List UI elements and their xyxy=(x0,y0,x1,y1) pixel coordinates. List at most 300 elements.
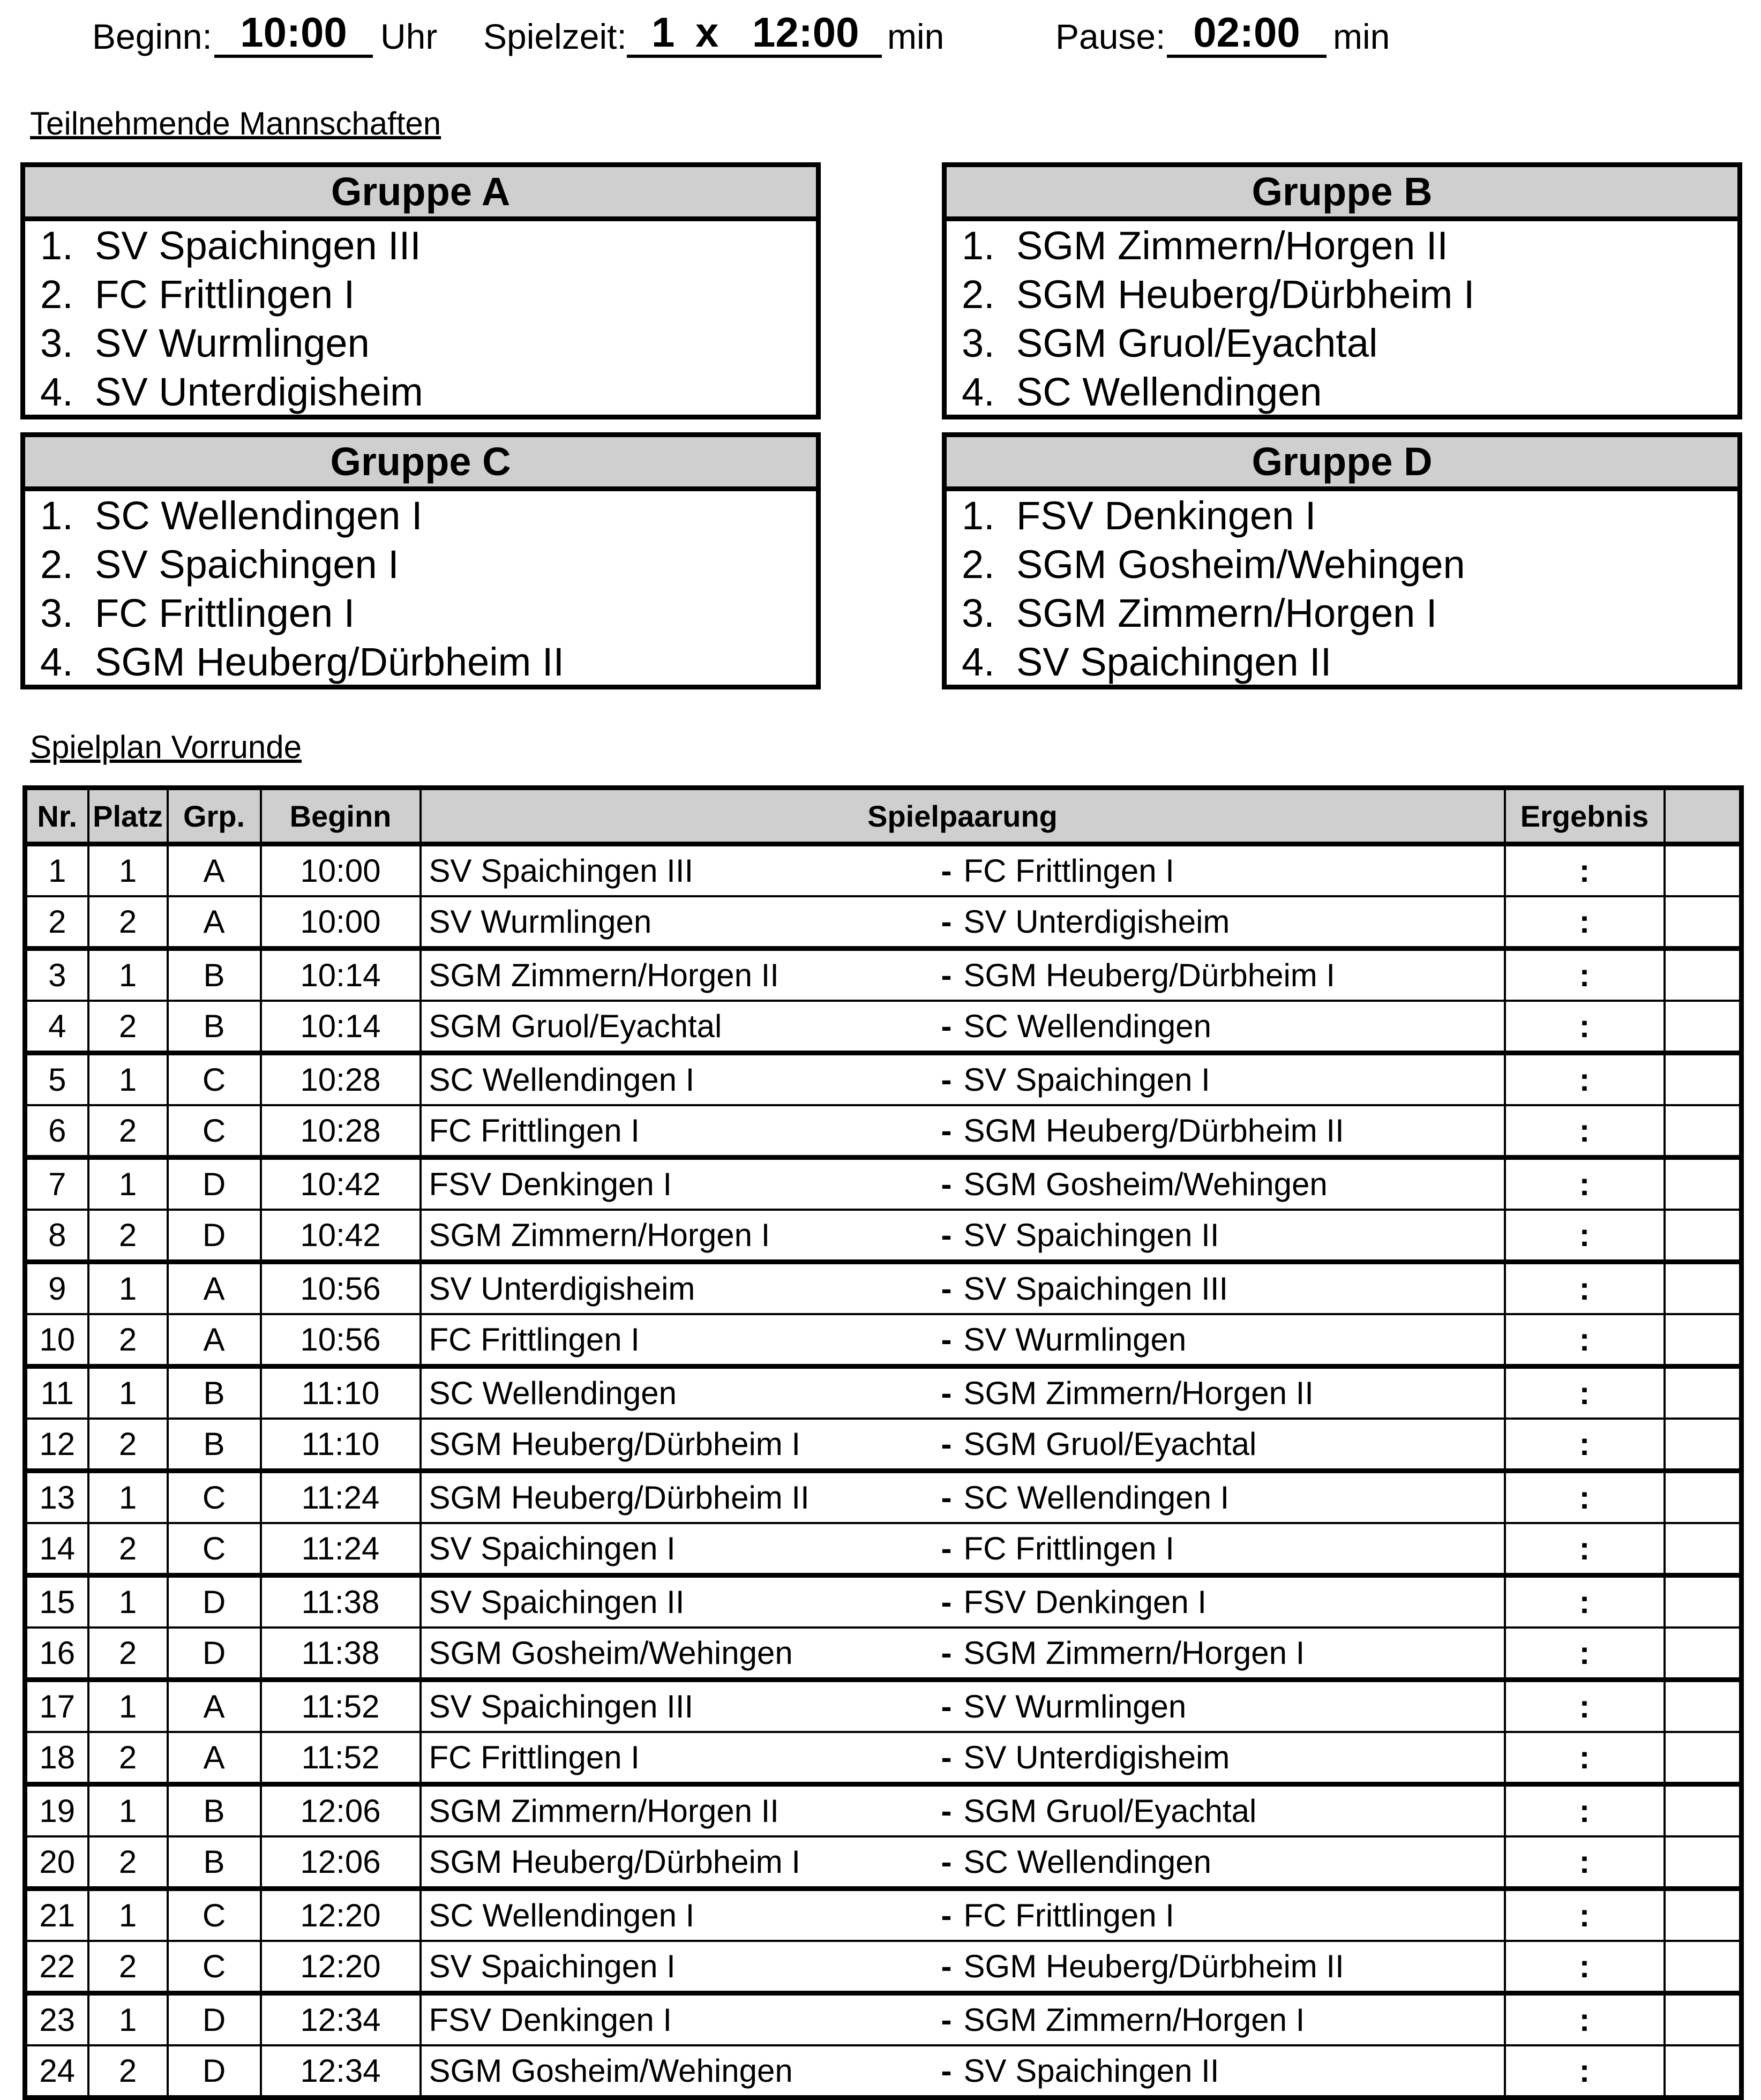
table-row xyxy=(25,1732,1742,1784)
match-home-team: SV Spaichingen III xyxy=(429,853,694,889)
table-row xyxy=(25,1784,1742,1837)
match-away-team: SGM Gosheim/Wehingen xyxy=(963,1166,1328,1202)
group-c-team-1 xyxy=(25,491,816,540)
match-grp: D xyxy=(168,1576,261,1628)
match-grp: A xyxy=(168,896,261,949)
team-name: SV Spaichingen III xyxy=(95,223,421,268)
match-result-field[interactable]: : xyxy=(1505,1001,1665,1053)
match-beginn: 11:24 xyxy=(261,1523,421,1576)
match-result-field[interactable]: : xyxy=(1505,1732,1665,1784)
match-home-team: SGM Gruol/Eyachtal xyxy=(429,1008,722,1044)
match-extra-cell[interactable] xyxy=(1665,1262,1742,1315)
team-name: SV Spaichingen I xyxy=(95,542,399,587)
match-platz: 2 xyxy=(88,1523,168,1576)
match-pairing xyxy=(421,1053,1505,1106)
match-extra-cell[interactable] xyxy=(1665,896,1742,949)
match-beginn: 10:14 xyxy=(261,1001,421,1053)
match-dash: - xyxy=(941,1531,952,1566)
match-home-team: SGM Heuberg/Dürbheim II xyxy=(429,1480,810,1516)
teams-section-title: Teilnehmende Mannschaften xyxy=(30,106,441,141)
table-row xyxy=(25,1314,1742,1367)
match-beginn: 11:10 xyxy=(261,1367,421,1419)
match-platz: 2 xyxy=(88,1001,168,1053)
match-beginn: 12:34 xyxy=(261,2045,421,2098)
match-nr: 19 xyxy=(25,1784,88,1837)
match-nr: 7 xyxy=(25,1158,88,1210)
group-c-team-4 xyxy=(25,638,816,686)
match-beginn: 10:28 xyxy=(261,1053,421,1106)
match-platz: 2 xyxy=(88,896,168,949)
match-dash: - xyxy=(941,1113,952,1149)
match-platz: 1 xyxy=(88,1053,168,1106)
match-home-team: FC Frittlingen I xyxy=(429,1739,640,1775)
match-pairing xyxy=(421,2045,1505,2098)
group-d-team-2 xyxy=(947,540,1737,589)
match-home-team: SGM Gosheim/Wehingen xyxy=(429,2053,793,2089)
match-grp: C xyxy=(168,1941,261,1993)
match-home-team: FSV Denkingen I xyxy=(429,2002,672,2038)
match-home-team: SC Wellendingen xyxy=(429,1375,677,1411)
table-row xyxy=(25,949,1742,1001)
match-home-team: SV Spaichingen II xyxy=(429,1584,685,1620)
match-home-team: SV Spaichingen I xyxy=(429,1531,676,1566)
match-platz: 2 xyxy=(88,1314,168,1367)
team-name: SGM Zimmern/Horgen I xyxy=(1016,591,1437,635)
match-away-team: SGM Zimmern/Horgen I xyxy=(963,2002,1305,2038)
match-nr: 13 xyxy=(25,1471,88,1524)
match-nr: 6 xyxy=(25,1105,88,1158)
match-nr: 24 xyxy=(25,2045,88,2098)
match-pairing xyxy=(421,1419,1505,1471)
match-pairing xyxy=(421,1836,1505,1889)
team-number: 1. xyxy=(40,493,73,538)
match-beginn: 12:20 xyxy=(261,1941,421,1993)
team-number: 4. xyxy=(962,640,995,684)
spielzeit-unit: min xyxy=(887,17,945,56)
match-home-team: SGM Heuberg/Dürbheim I xyxy=(429,1426,801,1462)
team-name: SV Wurmlingen xyxy=(95,321,370,365)
table-row xyxy=(25,896,1742,949)
match-result-field[interactable]: : xyxy=(1505,1941,1665,1993)
match-home-team: SV Spaichingen I xyxy=(429,1948,676,1984)
table-row xyxy=(25,1001,1742,1053)
match-dash: - xyxy=(941,2002,952,2038)
match-extra-cell[interactable] xyxy=(1665,844,1742,897)
match-extra-cell[interactable] xyxy=(1665,1576,1742,1628)
match-platz: 1 xyxy=(88,1262,168,1315)
spielzeit-count: 1 xyxy=(651,9,675,56)
match-extra-cell[interactable] xyxy=(1665,1680,1742,1732)
match-result-field[interactable]: : xyxy=(1505,2045,1665,2098)
match-platz: 1 xyxy=(88,949,168,1001)
match-grp: C xyxy=(168,1889,261,1941)
match-away-team: SC Wellendingen I xyxy=(963,1480,1230,1516)
match-away-team: SV Unterdigisheim xyxy=(963,1739,1230,1775)
table-row xyxy=(25,1523,1742,1576)
match-nr: 11 xyxy=(25,1367,88,1419)
group-b-team-3 xyxy=(947,319,1737,368)
match-home-team: SC Wellendingen I xyxy=(429,1898,695,1933)
match-platz: 2 xyxy=(88,2045,168,2098)
team-name: SGM Gosheim/Wehingen xyxy=(1016,542,1465,587)
group-b-box xyxy=(942,162,1742,419)
match-dash: - xyxy=(941,1793,952,1829)
group-c-box xyxy=(20,432,821,689)
match-pairing xyxy=(421,1941,1505,1993)
match-extra-cell[interactable] xyxy=(1665,949,1742,1001)
match-extra-cell[interactable] xyxy=(1665,1523,1742,1576)
match-dash: - xyxy=(941,2053,952,2089)
match-pairing xyxy=(421,844,1505,897)
match-away-team: SV Wurmlingen xyxy=(963,1322,1187,1358)
match-away-team: SV Spaichingen I xyxy=(963,1062,1210,1098)
group-c-title: Gruppe C xyxy=(25,437,816,491)
match-nr: 14 xyxy=(25,1523,88,1576)
group-a-team-1 xyxy=(25,221,816,270)
match-dash: - xyxy=(941,1008,952,1044)
match-away-team: SGM Gruol/Eyachtal xyxy=(963,1793,1257,1829)
match-extra-cell[interactable] xyxy=(1665,1471,1742,1524)
match-platz: 2 xyxy=(88,1941,168,1993)
team-number: 3. xyxy=(40,591,73,635)
match-beginn: 11:38 xyxy=(261,1628,421,1680)
match-pairing xyxy=(421,1993,1505,2046)
match-extra-cell[interactable] xyxy=(1665,1889,1742,1941)
match-beginn: 12:06 xyxy=(261,1836,421,1889)
spielzeit-x: x xyxy=(695,9,719,56)
match-dash: - xyxy=(941,1844,952,1880)
match-home-team: FSV Denkingen I xyxy=(429,1166,672,1202)
col-header-spielpaarung: Spielpaarung xyxy=(421,788,1505,844)
match-nr: 21 xyxy=(25,1889,88,1941)
match-dash: - xyxy=(941,1062,952,1098)
match-platz: 1 xyxy=(88,1784,168,1837)
match-away-team: SV Unterdigisheim xyxy=(963,904,1230,940)
match-platz: 1 xyxy=(88,1158,168,1210)
match-result-field[interactable]: : xyxy=(1505,1471,1665,1524)
table-row xyxy=(25,1836,1742,1889)
match-beginn: 10:56 xyxy=(261,1314,421,1367)
match-result-field[interactable]: : xyxy=(1505,1105,1665,1158)
match-extra-cell[interactable] xyxy=(1665,2045,1742,2098)
spielzeit-field[interactable] xyxy=(627,10,882,58)
match-pairing xyxy=(421,1105,1505,1158)
match-platz: 2 xyxy=(88,1210,168,1262)
match-home-team: SGM Zimmern/Horgen I xyxy=(429,1217,770,1253)
match-extra-cell[interactable] xyxy=(1665,1941,1742,1993)
match-beginn: 10:56 xyxy=(261,1262,421,1315)
table-row xyxy=(25,1053,1742,1106)
group-b-team-4 xyxy=(947,368,1737,416)
match-extra-cell[interactable] xyxy=(1665,1732,1742,1784)
match-pairing xyxy=(421,1889,1505,1941)
group-b-team-1 xyxy=(947,221,1737,270)
table-row xyxy=(25,1941,1742,1993)
match-home-team: SV Unterdigisheim xyxy=(429,1271,695,1307)
group-d-title: Gruppe D xyxy=(947,437,1737,491)
team-name: SC Wellendingen I xyxy=(95,493,423,538)
team-number: 1. xyxy=(962,223,995,268)
match-away-team: SV Spaichingen II xyxy=(963,1217,1219,1253)
match-beginn: 11:52 xyxy=(261,1680,421,1732)
match-extra-cell[interactable] xyxy=(1665,1053,1742,1106)
match-pairing xyxy=(421,1680,1505,1732)
beginn-unit: Uhr xyxy=(380,17,438,56)
match-platz: 2 xyxy=(88,1628,168,1680)
match-away-team: SGM Gruol/Eyachtal xyxy=(963,1426,1257,1462)
match-nr: 10 xyxy=(25,1314,88,1367)
match-pairing xyxy=(421,1210,1505,1262)
match-extra-cell[interactable] xyxy=(1665,1001,1742,1053)
match-platz: 1 xyxy=(88,1576,168,1628)
beginn-value[interactable]: 10:00 xyxy=(214,10,373,58)
match-home-team: SGM Gosheim/Wehingen xyxy=(429,1635,793,1671)
match-pairing xyxy=(421,1576,1505,1628)
group-d-box xyxy=(942,432,1742,689)
match-platz: 1 xyxy=(88,1993,168,2046)
match-dash: - xyxy=(941,957,952,993)
match-extra-cell[interactable] xyxy=(1665,1210,1742,1262)
group-a-title: Gruppe A xyxy=(25,167,816,221)
team-number: 2. xyxy=(40,542,73,587)
group-a-team-4 xyxy=(25,368,816,416)
table-row xyxy=(25,1419,1742,1471)
match-away-team: SGM Zimmern/Horgen II xyxy=(963,1375,1314,1411)
match-grp: A xyxy=(168,844,261,897)
match-home-team: SV Wurmlingen xyxy=(429,904,652,940)
match-platz: 2 xyxy=(88,1105,168,1158)
match-grp: B xyxy=(168,949,261,1001)
match-result-field[interactable]: : xyxy=(1505,844,1665,897)
match-extra-cell[interactable] xyxy=(1665,1784,1742,1837)
match-beginn: 10:28 xyxy=(261,1105,421,1158)
col-header-nr: Nr. xyxy=(25,788,88,844)
match-beginn: 11:38 xyxy=(261,1576,421,1628)
match-away-team: SGM Zimmern/Horgen I xyxy=(963,1635,1305,1671)
match-extra-cell[interactable] xyxy=(1665,1628,1742,1680)
match-dash: - xyxy=(941,1689,952,1724)
match-result-field[interactable]: : xyxy=(1505,1576,1665,1628)
team-number: 4. xyxy=(40,370,73,414)
group-d-team-3 xyxy=(947,589,1737,638)
match-nr: 20 xyxy=(25,1836,88,1889)
match-nr: 17 xyxy=(25,1680,88,1732)
table-row xyxy=(25,1262,1742,1315)
match-grp: A xyxy=(168,1262,261,1315)
match-dash: - xyxy=(941,853,952,889)
table-row xyxy=(25,1105,1742,1158)
match-pairing xyxy=(421,1367,1505,1419)
match-result-field[interactable]: : xyxy=(1505,1367,1665,1419)
match-dash: - xyxy=(941,1322,952,1358)
match-dash: - xyxy=(941,1480,952,1516)
group-c-team-3 xyxy=(25,589,816,638)
match-grp: B xyxy=(168,1001,261,1053)
match-beginn: 12:34 xyxy=(261,1993,421,2046)
match-beginn: 12:20 xyxy=(261,1889,421,1941)
match-result-field[interactable]: : xyxy=(1505,1628,1665,1680)
group-a-box xyxy=(20,162,821,419)
team-name: SV Spaichingen II xyxy=(1016,640,1332,684)
match-nr: 1 xyxy=(25,844,88,897)
match-result-field[interactable]: : xyxy=(1505,1262,1665,1315)
table-row xyxy=(25,1628,1742,1680)
table-row xyxy=(25,1680,1742,1732)
team-name: SGM Gruol/Eyachtal xyxy=(1016,321,1378,365)
match-nr: 16 xyxy=(25,1628,88,1680)
spielzeit-label: Spielzeit: xyxy=(483,17,627,56)
match-extra-cell[interactable] xyxy=(1665,1836,1742,1889)
match-grp: D xyxy=(168,1158,261,1210)
match-home-team: SGM Heuberg/Dürbheim I xyxy=(429,1844,801,1880)
match-away-team: SV Spaichingen III xyxy=(963,1271,1228,1307)
match-nr: 12 xyxy=(25,1419,88,1471)
match-dash: - xyxy=(941,1375,952,1411)
match-nr: 2 xyxy=(25,896,88,949)
match-grp: D xyxy=(168,1993,261,2046)
schedule-body xyxy=(25,844,1742,2098)
col-header-ergebnis: Ergebnis xyxy=(1505,788,1665,844)
group-d-team-1 xyxy=(947,491,1737,540)
match-nr: 9 xyxy=(25,1262,88,1315)
match-result-field[interactable]: : xyxy=(1505,1784,1665,1837)
col-header-platz: Platz xyxy=(88,788,168,844)
match-result-field[interactable]: : xyxy=(1505,949,1665,1001)
col-header-grp: Grp. xyxy=(168,788,261,844)
match-nr: 23 xyxy=(25,1993,88,2046)
match-dash: - xyxy=(941,1948,952,1984)
match-grp: D xyxy=(168,1628,261,1680)
table-row xyxy=(25,1367,1742,1419)
col-header-extra xyxy=(1665,788,1742,844)
match-result-field[interactable]: : xyxy=(1505,1993,1665,2046)
match-extra-cell[interactable] xyxy=(1665,1158,1742,1210)
match-grp: C xyxy=(168,1523,261,1576)
match-pairing xyxy=(421,896,1505,949)
match-pairing xyxy=(421,1001,1505,1053)
match-nr: 22 xyxy=(25,1941,88,1993)
match-grp: B xyxy=(168,1784,261,1837)
pause-label: Pause: xyxy=(1055,17,1166,56)
team-number: 2. xyxy=(962,272,995,317)
match-extra-cell[interactable] xyxy=(1665,1105,1742,1158)
group-a-team-3 xyxy=(25,319,816,368)
table-row xyxy=(25,1471,1742,1524)
match-beginn: 10:42 xyxy=(261,1210,421,1262)
table-row xyxy=(25,2045,1742,2098)
match-grp: D xyxy=(168,2045,261,2098)
team-number: 1. xyxy=(962,493,995,538)
match-home-team: FC Frittlingen I xyxy=(429,1322,640,1358)
match-beginn: 10:14 xyxy=(261,949,421,1001)
table-row xyxy=(25,1210,1742,1262)
table-row xyxy=(25,1889,1742,1941)
match-away-team: SGM Heuberg/Dürbheim II xyxy=(963,1948,1344,1984)
schedule-table xyxy=(23,785,1744,2100)
match-home-team: SGM Zimmern/Horgen II xyxy=(429,957,779,993)
match-pairing xyxy=(421,1732,1505,1784)
pause-unit: min xyxy=(1333,17,1390,56)
match-nr: 15 xyxy=(25,1576,88,1628)
team-name: SV Unterdigisheim xyxy=(95,370,423,414)
match-result-field[interactable]: : xyxy=(1505,896,1665,949)
match-nr: 4 xyxy=(25,1001,88,1053)
match-pairing xyxy=(421,1262,1505,1315)
match-away-team: SC Wellendingen xyxy=(963,1008,1212,1044)
match-dash: - xyxy=(941,1217,952,1253)
match-dash: - xyxy=(941,1166,952,1202)
group-a-team-2 xyxy=(25,270,816,319)
match-extra-cell[interactable] xyxy=(1665,1367,1742,1419)
group-c-team-2 xyxy=(25,540,816,589)
match-result-field[interactable]: : xyxy=(1505,1210,1665,1262)
match-home-team: FC Frittlingen I xyxy=(429,1113,640,1149)
match-result-field[interactable]: : xyxy=(1505,1053,1665,1106)
schedule-section-title: Spielplan Vorrunde xyxy=(30,729,302,765)
match-pairing xyxy=(421,1523,1505,1576)
team-name: SGM Heuberg/Dürbheim I xyxy=(1016,272,1475,317)
match-platz: 2 xyxy=(88,1732,168,1784)
group-b-team-2 xyxy=(947,270,1737,319)
match-result-field[interactable]: : xyxy=(1505,1158,1665,1210)
table-row xyxy=(25,1993,1742,2046)
match-result-field[interactable]: : xyxy=(1505,1314,1665,1367)
match-away-team: FC Frittlingen I xyxy=(963,853,1174,889)
match-beginn: 10:00 xyxy=(261,844,421,897)
match-grp: B xyxy=(168,1836,261,1889)
match-extra-cell[interactable] xyxy=(1665,1993,1742,2046)
group-d-team-4 xyxy=(947,638,1737,686)
match-beginn: 10:00 xyxy=(261,896,421,949)
match-extra-cell[interactable] xyxy=(1665,1419,1742,1471)
pause-value[interactable]: 02:00 xyxy=(1167,10,1327,58)
match-result-field[interactable]: : xyxy=(1505,1836,1665,1889)
match-away-team: FC Frittlingen I xyxy=(963,1898,1174,1933)
match-dash: - xyxy=(941,1739,952,1775)
match-away-team: SV Wurmlingen xyxy=(963,1689,1187,1724)
team-number: 4. xyxy=(40,640,73,684)
match-pairing xyxy=(421,1158,1505,1210)
match-away-team: FSV Denkingen I xyxy=(963,1584,1207,1620)
match-away-team: FC Frittlingen I xyxy=(963,1531,1174,1566)
match-beginn: 11:10 xyxy=(261,1419,421,1471)
match-grp: B xyxy=(168,1419,261,1471)
team-number: 2. xyxy=(962,542,995,587)
team-number: 3. xyxy=(962,591,995,635)
match-grp: C xyxy=(168,1471,261,1524)
match-result-field[interactable]: : xyxy=(1505,1419,1665,1471)
match-result-field[interactable]: : xyxy=(1505,1680,1665,1732)
match-home-team: SGM Zimmern/Horgen II xyxy=(429,1793,779,1829)
match-home-team: SC Wellendingen I xyxy=(429,1062,695,1098)
match-platz: 1 xyxy=(88,844,168,897)
table-row xyxy=(25,1158,1742,1210)
match-platz: 1 xyxy=(88,1471,168,1524)
match-result-field[interactable]: : xyxy=(1505,1889,1665,1941)
match-dash: - xyxy=(941,1426,952,1462)
match-grp: B xyxy=(168,1367,261,1419)
match-platz: 1 xyxy=(88,1889,168,1941)
team-name: FSV Denkingen I xyxy=(1016,493,1316,538)
match-nr: 18 xyxy=(25,1732,88,1784)
beginn-label: Beginn: xyxy=(92,17,212,56)
match-result-field[interactable]: : xyxy=(1505,1523,1665,1576)
match-pairing xyxy=(421,1314,1505,1367)
match-extra-cell[interactable] xyxy=(1665,1314,1742,1367)
match-away-team: SGM Heuberg/Dürbheim II xyxy=(963,1113,1344,1149)
match-beginn: 11:52 xyxy=(261,1732,421,1784)
match-dash: - xyxy=(941,1898,952,1933)
